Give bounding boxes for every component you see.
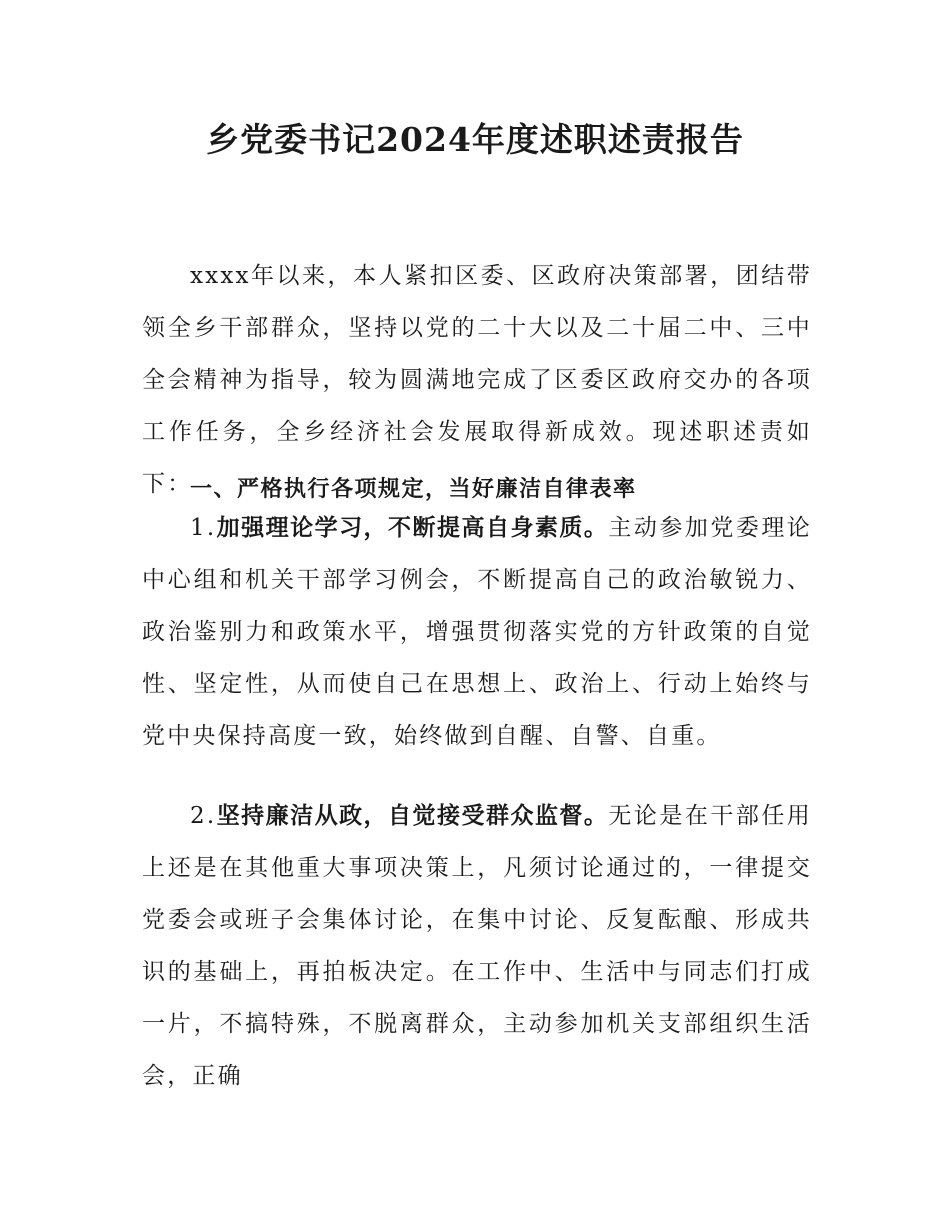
item-paragraph-2 xyxy=(142,790,812,1102)
item-number: 1. xyxy=(190,515,217,541)
item-text: 主动参加党委理论中心组和机关干部学习例会，不断提高自己的政治敏锐力、政治鉴别力和政策水平，增强贯彻落实党的方针政策的自觉性、坚定性，从而使自己在思想上、政治上、行动上始终与党中央保持高度一致，始终做到自醒、自警、自重。 xyxy=(142,515,812,749)
item-number: 2. xyxy=(190,803,217,829)
item-lead: 坚持廉洁从政，自觉接受群众监督。 xyxy=(216,803,609,829)
item-text: 无论是在干部任用上还是在其他重大事项决策上，凡须讨论通过的，一律提交党委会或班子会集体讨论，在集中讨论、反复酝酿、形成共识的基础上，再拍板决定。在工作中、生活中与同志们打成一片，不搞特殊，不脱离群众，主动参加机关支部组织生活会，正确 xyxy=(142,803,812,1089)
intro-paragraph: xxxx年以来，本人紧扣区委、区政府决策部署，团结带领全乡干部群众，坚持以党的二十大以及二十届二中、三中全会精神为指导，较为圆满地完成了区委区政府交办的各项工作任务，全乡经济社会发展取得新成效。现述职述责如下： xyxy=(142,263,812,497)
item-paragraph-1 xyxy=(142,502,812,762)
document-title: 乡党委书记2024年度述职述责报告 xyxy=(206,120,744,159)
section-heading: 一、严格执行各项规定，当好廉洁自律表率 xyxy=(190,477,637,502)
item-lead: 加强理论学习，不断提高自身素质。 xyxy=(216,515,609,541)
